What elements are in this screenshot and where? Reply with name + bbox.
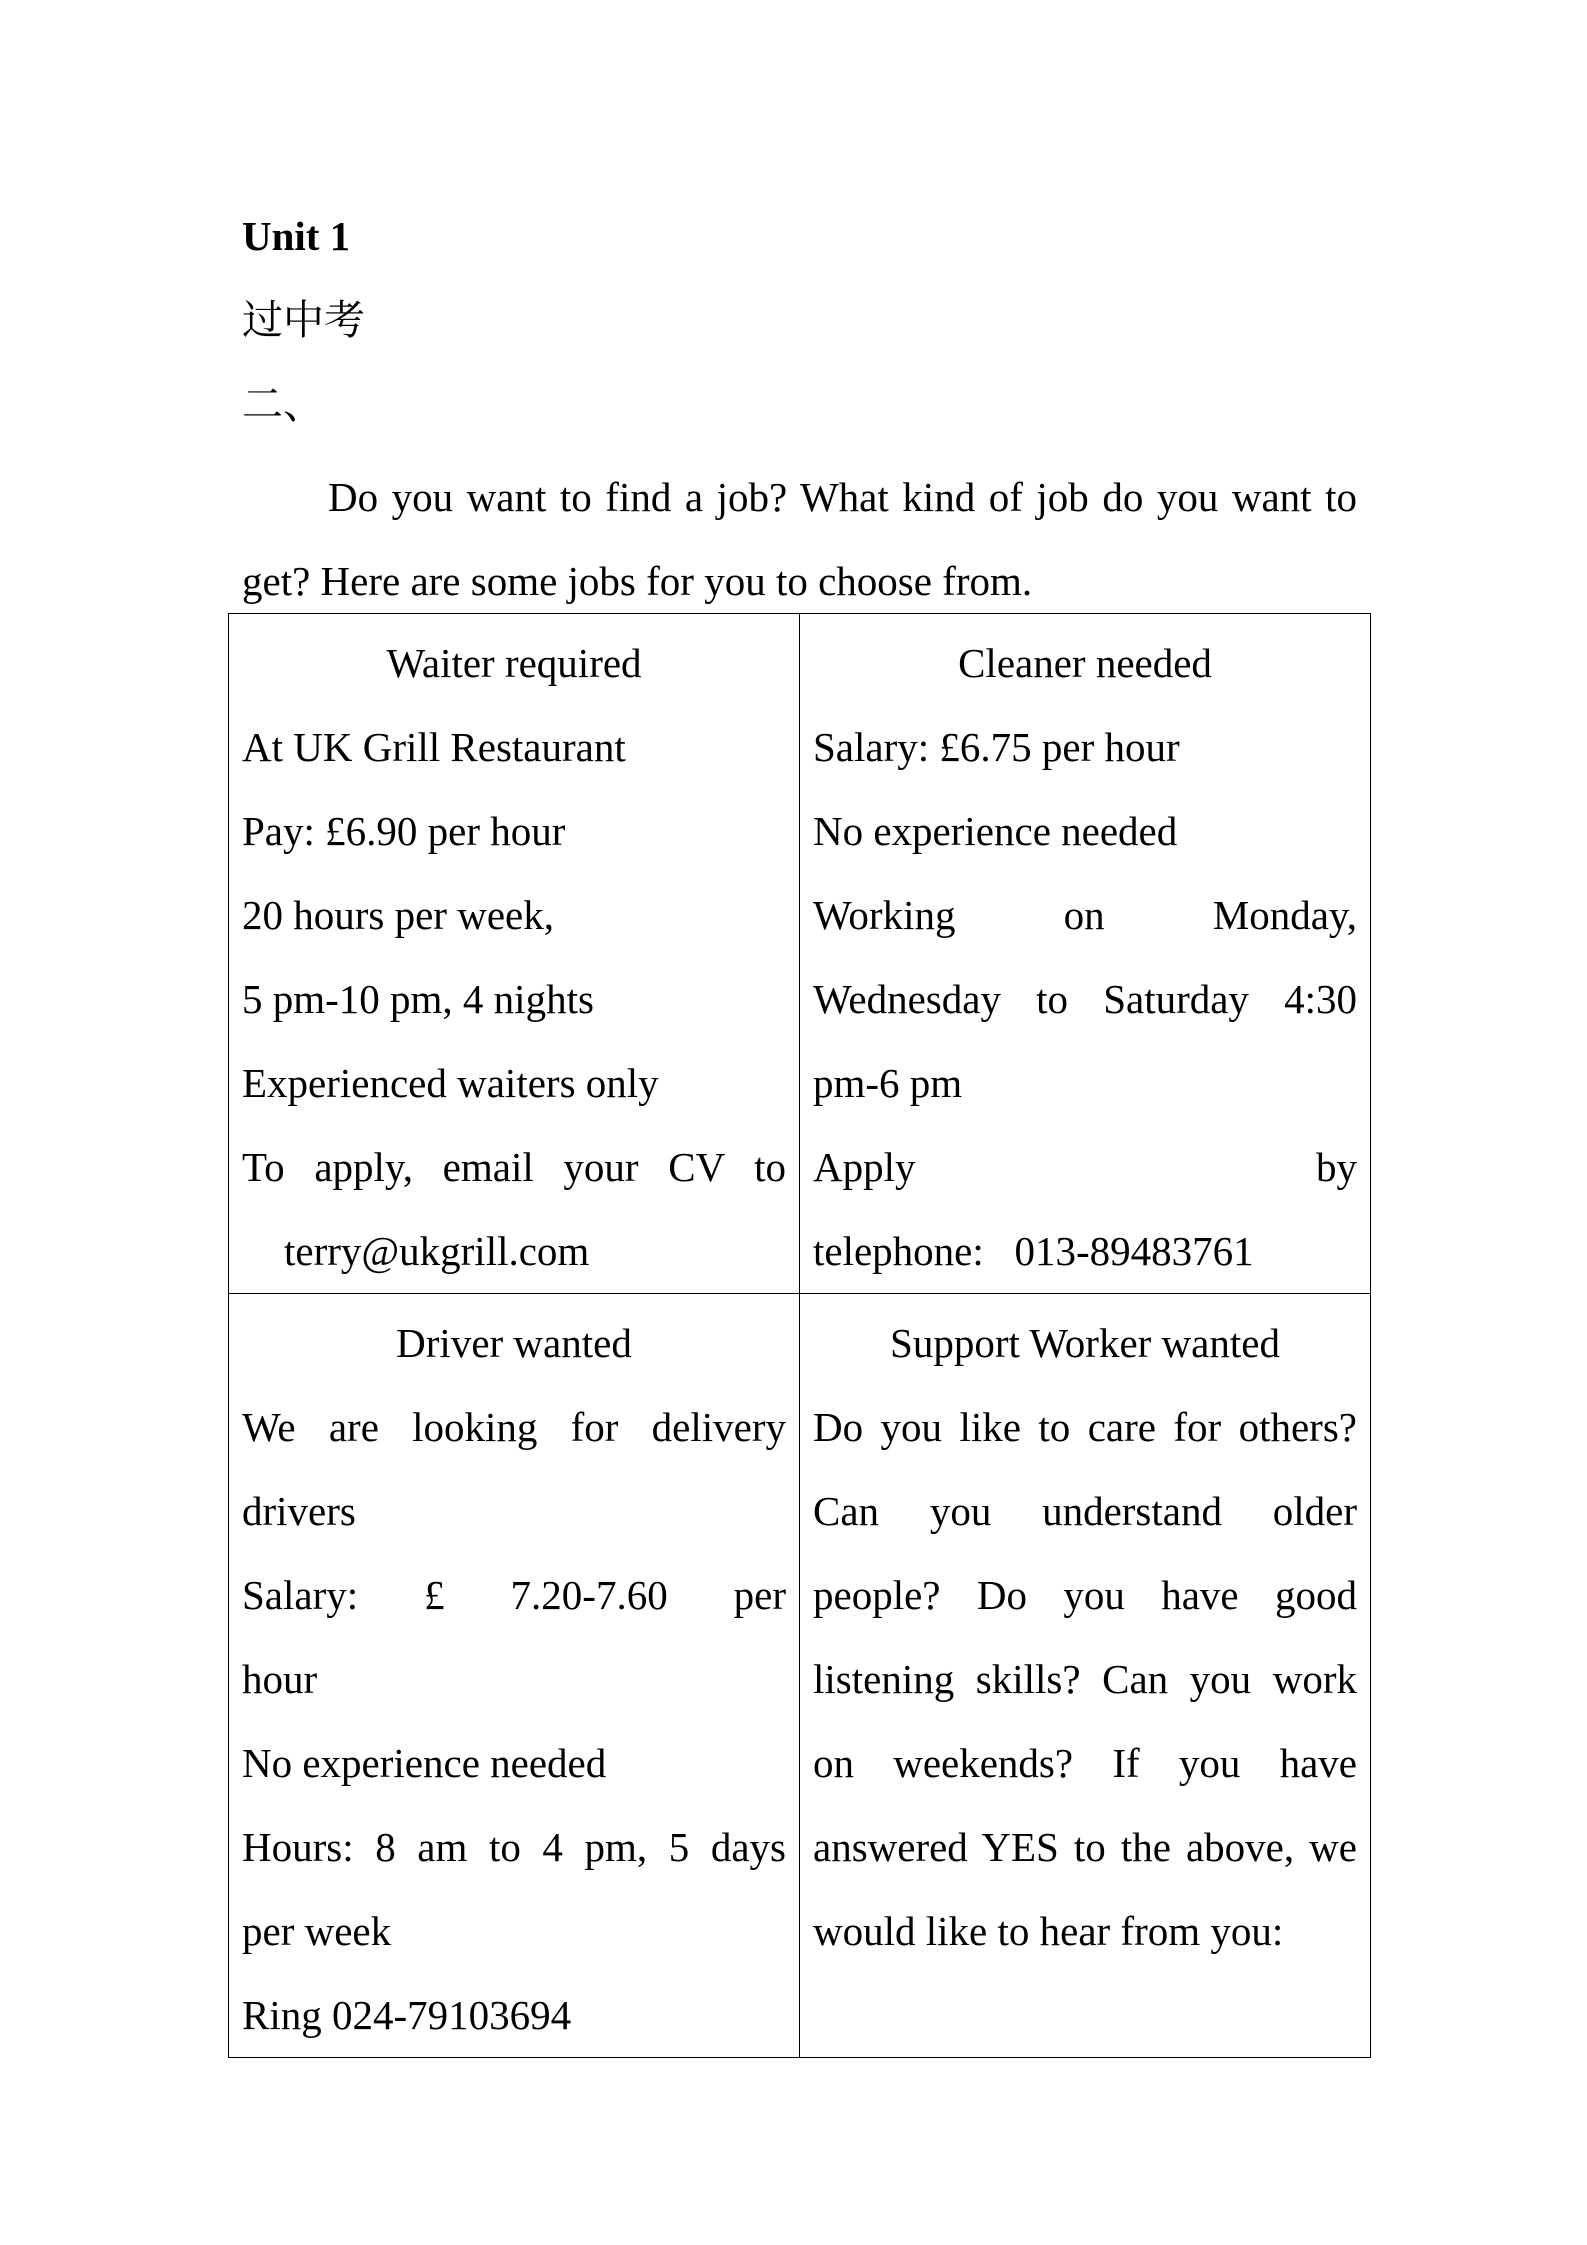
ad-title: Waiter required [386, 640, 642, 686]
ad-line: Apply by [813, 1144, 1357, 1190]
ad-driver [229, 1294, 800, 2058]
ad-line: Experienced waiters only [242, 1060, 659, 1106]
ad-line: To apply, email your CV to [242, 1144, 786, 1190]
ad-cleaner [800, 614, 1371, 1294]
ad-paragraph: Do you like to care for others? Can you understand older people? Do you have good listening skills? Can you work on weekends? If you have answered YES to the above, we would like to hear from you: [813, 1404, 1357, 1954]
ad-line: We are looking for delivery [242, 1404, 786, 1450]
ad-line: 20 hours per week, [242, 892, 554, 938]
ad-line: No experience needed [813, 808, 1178, 854]
ad-phone: Ring 024-79103694 [242, 1992, 572, 2038]
ad-line: Hours: 8 am to 4 pm, 5 days [242, 1824, 786, 1870]
intro-paragraph: Do you want to find a job? What kind of job do you want to get? Here are some jobs for you to choose from. [242, 474, 1357, 604]
section-number: 二、 [242, 381, 324, 427]
unit-title: Unit 1 [242, 213, 351, 259]
ad-email: terry@ukgrill.com [284, 1228, 590, 1274]
ad-line: Working on Monday, [813, 892, 1357, 938]
ad-title: Driver wanted [396, 1320, 632, 1366]
ad-line: No experience needed [242, 1740, 607, 1786]
section-subtitle: 过中考 [242, 297, 365, 343]
ad-line: Salary: £6.75 per hour [813, 724, 1180, 770]
ad-line: per week [242, 1908, 392, 1954]
ad-line: hour [242, 1656, 318, 1702]
ad-line: 5 pm-10 pm, 4 nights [242, 976, 594, 1022]
ad-line: Wednesday to Saturday 4:30 [813, 976, 1357, 1022]
ad-phone: telephone: 013-89483761 [813, 1228, 1254, 1274]
ad-title: Support Worker wanted [890, 1320, 1280, 1366]
ad-support-worker [800, 1294, 1371, 2058]
ad-line: Pay: £6.90 per hour [242, 808, 566, 854]
ad-line: Salary: £ 7.20-7.60 per [242, 1572, 786, 1618]
job-ads-table [228, 613, 1371, 2058]
ad-line: drivers [242, 1488, 356, 1534]
ad-title: Cleaner needed [958, 640, 1212, 686]
ad-line: At UK Grill Restaurant [242, 724, 626, 770]
ad-line: pm-6 pm [813, 1060, 963, 1106]
ad-waiter [229, 614, 800, 1294]
